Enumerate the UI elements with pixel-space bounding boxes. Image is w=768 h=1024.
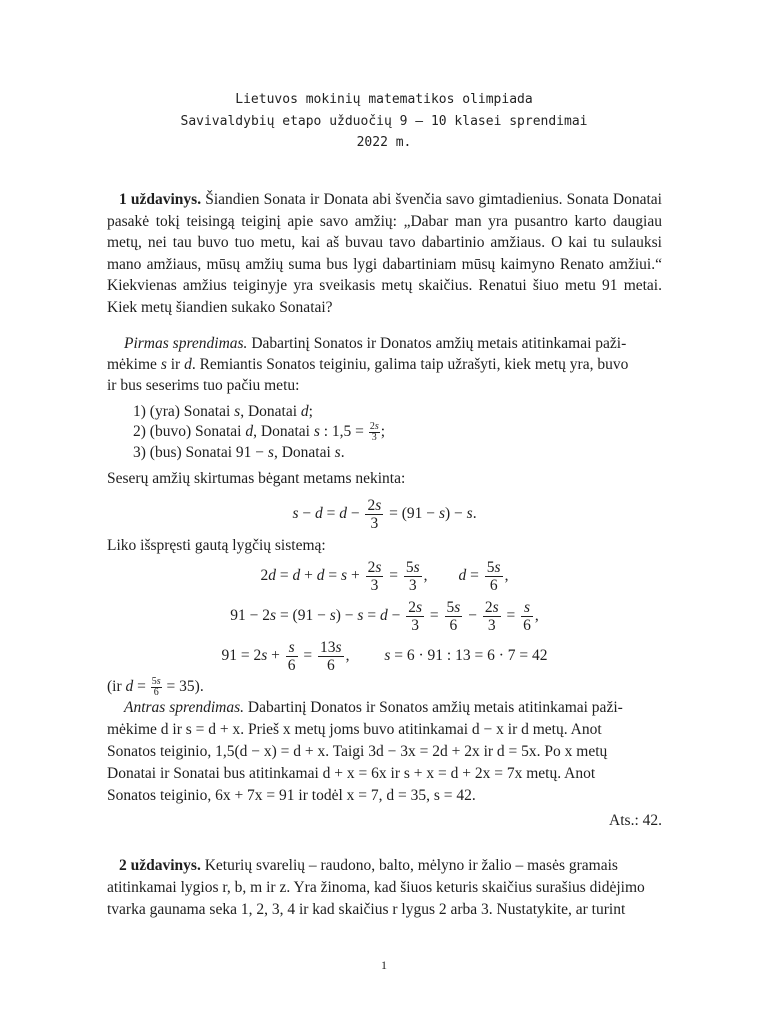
list-item-2-text-a: (buvo) Sonatai <box>149 423 242 440</box>
list-item-1-text-c: ; <box>308 403 313 420</box>
solution-2-line5: Sonatos teiginio, 6x + 7x = 91 ir todėl x = 7, d = 35, s = 42. <box>107 787 476 804</box>
problem-2-line2: atitinkamai lygios r, b, m ir z. Yra žinoma, kad šiuos keturis skaičius surašius didėjimo <box>107 879 645 896</box>
fraction-2s-3: $\frac{2s}{3}$ <box>369 420 379 443</box>
list-item-3-text-c: . <box>340 444 345 461</box>
answer-note-a: (ir <box>107 678 122 695</box>
list-item-3: 3) (bus) Sonatai 91 − s, Donatai s. <box>133 444 345 461</box>
solution-2-line1 <box>107 697 662 718</box>
problem-1-statement <box>107 189 662 318</box>
equation-system-3: 91 = 2s + $\frac{s}{6}$ = $\frac{13s}{6}$ , s = 6 · 91 : 13 = 6 · 7 = 42 <box>221 638 548 674</box>
list-item-1-text-a: (yra) Sonatai <box>149 403 231 420</box>
solution-2-line1-text: Dabartinį Donatos ir Sonatos amžių metais atitinkamai paži- <box>247 699 623 716</box>
problem-1-label: 1 uždavinys. <box>119 191 202 208</box>
answer-note-b: = 35). <box>166 678 204 695</box>
page-number: 1 <box>381 958 387 972</box>
solution-1-intro-line1 <box>107 333 662 354</box>
solution-1-label: Pirmas sprendimas. <box>124 335 248 352</box>
answer: Ats.: 42. <box>609 812 662 829</box>
solution-2-line3: Sonatos teiginio, 1,5(d − x) = d + x. Taigi 3d − 3x = 2d + 2x ir d = 5x. Po x metų <box>107 743 608 760</box>
list-item-2-text-b: , Donatai <box>253 423 310 440</box>
header-year: 2022 m. <box>356 135 412 150</box>
difference-text: Seserų amžių skirtumas bėgant metams nekinta: <box>107 470 406 487</box>
list-item-2: 2) (buvo) Sonatai d, Donatai s : 1,5 = $\frac{2s}{3}$ ; <box>133 420 386 443</box>
header-title: Lietuvos mokinių matematikos olimpiada <box>235 92 533 107</box>
solution-1-intro-line2: mėkime s ir d. Remiantis Sonatos teiginiu, galima taip užrašyti, kiek metų yra, buvo <box>107 356 629 373</box>
equation-system-2: 91 − 2s = (91 − s) − s = d − $\frac{2s}{3}$ = $\frac{5s}{6}$ − $\frac{2s}{3}$ = $\frac{s}{6}$ , <box>230 598 539 634</box>
list-item-1-text-b: , Donatai <box>240 403 298 420</box>
system-text: Liko išspręsti gautą lygčių sistemą: <box>107 537 326 554</box>
list-item-3-text-a: (bus) Sonatai 91 − <box>149 444 268 461</box>
list-item-1: 1) (yra) Sonatai s, Donatai d; <box>133 403 313 420</box>
problem-1-text: Šiandien Sonata ir Donata abi švenčia savo gimtadienius. Sonata Donatai pasakė tokį teisingą teiginį apie savo amžių: „Dabar man yra pusantro karto daugiau metų, nei tau buvo tuo metu, kai aš buvau tavo dabartinio amžiaus. O kai tu sulauksi mano amžiaus, mūsų amžių suma bus lygi dabartiniam mūsų kaimyno Renato amžiui.“ Kiekvienas amžius teiginyje yra sveikasis metų skaičius. Renatui šiuo metu 91 metai. Kiek metų šiandien sukako Sonatai? <box>107 191 662 316</box>
equation-difference: s − d = d − $\frac{2s}{3}$ = (91 − s) − s. <box>292 496 477 532</box>
solution-1-intro-c: ir <box>170 356 181 373</box>
solution-1-intro-a: Dabartinį Sonatos ir Donatos amžių metais atitinkamai paži- <box>251 335 627 352</box>
list-item-3-text-b: , Donatai <box>273 444 331 461</box>
equation-system-1: 2d = d + d = s + $\frac{2s}{3}$ = $\frac{5s}{3}$ , d = $\frac{5s}{6}$ , <box>260 558 509 594</box>
solution-1-intro-d: . Remiantis Sonatos teiginiu, galima taip užrašyti, kiek metų yra, buvo <box>191 356 629 373</box>
solution-2-line2: mėkime d ir s = d + x. Prieš x metų joms buvo atitinkamai d − x ir d metų. Anot <box>107 721 602 738</box>
answer-note: (ir d = $\frac{5s}{6}$ = 35). <box>107 675 204 698</box>
list-item-1-num: 1) <box>133 403 146 420</box>
header-subtitle: Savivaldybių etapo užduočių 9 – 10 klasei sprendimai <box>180 114 588 129</box>
problem-2-line1 <box>107 855 662 876</box>
list-item-2-text-c: : 1,5 = <box>319 423 368 440</box>
solution-1-intro-b: mėkime <box>107 356 157 373</box>
solution-2-label: Antras sprendimas. <box>124 699 244 716</box>
list-item-2-num: 2) <box>133 423 146 440</box>
problem-2-label: 2 uždavinys. <box>119 857 201 874</box>
solution-2-line4: Donatai ir Sonatai bus atitinkamai d + x = 6x ir s + x = d + 2x = 7x metų. Anot <box>107 765 596 782</box>
solution-1-intro-line3: ir bus seserims tuo pačiu metu: <box>107 377 300 394</box>
list-item-3-num: 3) <box>133 444 146 461</box>
problem-2-line1-text: Keturių svarelių – raudono, balto, mėlyno ir žalio – masės gramais <box>204 857 618 874</box>
problem-2-line3: tvarka gaunama seka 1, 2, 3, 4 ir kad skaičius r lygus 2 arba 3. Nustatykite, ar turint <box>107 901 626 918</box>
